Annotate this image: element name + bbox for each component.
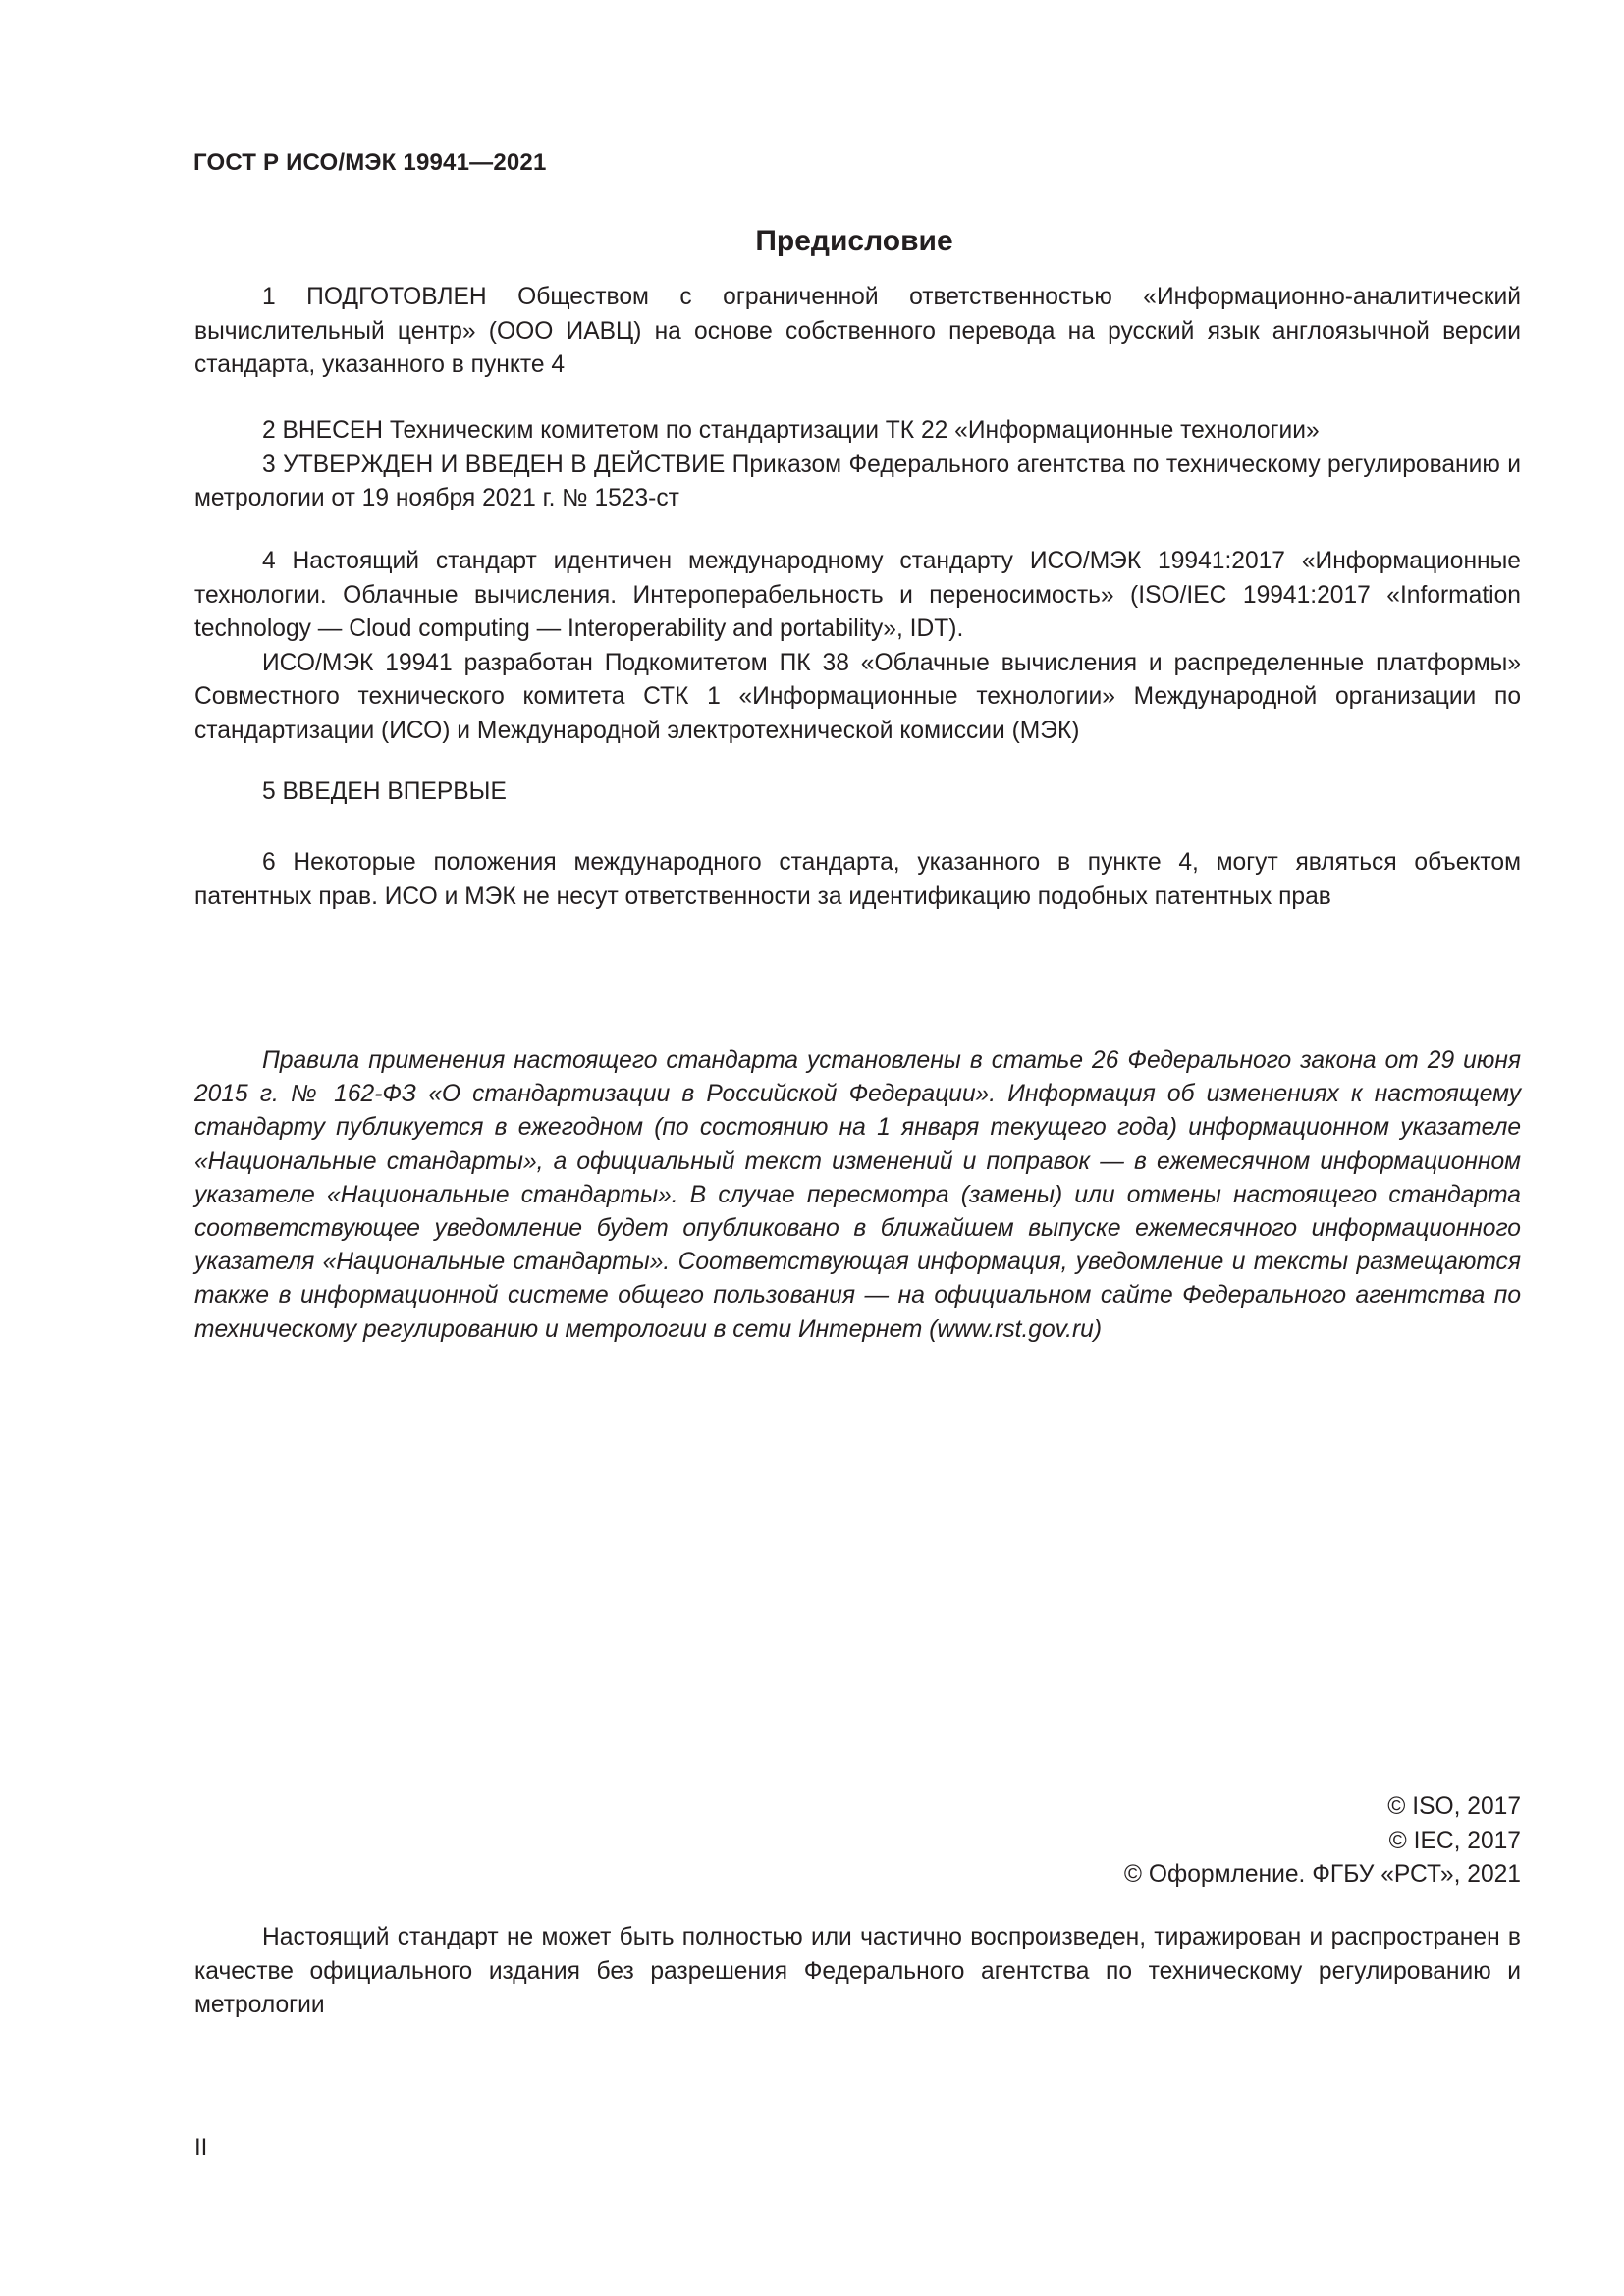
paragraph-patent-rights: 6 Некоторые положения международного стандарта, указанного в пункте 4, могут являться объектом патентных прав. ИСО и МЭК не несут ответственности за идентификацию подобных патентных прав [194,849,1521,910]
paragraph-identical-standard: 4 Настоящий стандарт идентичен международному стандарту ИСО/МЭК 19941:2017 «Информационные технологии. Облачные вычисления. Интероперабельность и переносимость» (ISO/IEC 19941:2017 «Information technology — Cloud computing — Interoperability and portability», IDT). [194,548,1521,642]
paragraph-prepared-by: 1 ПОДГОТОВЛЕН Обществом с ограниченной ответственностью «Информационно-аналитический вычислительный центр» (ООО ИАВЦ) на основе собственного перевода на русский язык англоязычной версии стандарта, указанного в пункте 4 [194,284,1521,378]
foreword-section-2-3 [194,414,1521,516]
application-rules-note: Правила применения настоящего стандарта установлены в статье 26 Федерального закона от 29 июня 2015 г. № 162-ФЗ «О стандартизации в Российской Федерации». Информация об изменениях к настоящему стандарту публикуется в ежегодном (по состоянию на 1 января текущего года) информационном указателе «Национальные стандарты», а официальный текст изменений и поправок — в ежемесячном информационном указателе «Национальные стандарты». В случае пересмотра (замены) или отмены настоящего стандарта соответствующее уведомление будет опубликовано в ближайшем выпуске ежемесячного информационного указателя «Национальные стандарты». Соответствующая информация, уведомление и тексты размещаются также в информационной системе общего пользования — на официальном сайте Федерального агентства по техническому регулированию и метрологии в сети Интернет (www.rst.gov.ru) [194,1047,1521,1343]
page-number: II [194,2134,208,2161]
copyright-iec: © IEC, 2017 [1388,1827,1521,1854]
copyright-rst: © Оформление. ФГБУ «РСТ», 2021 [1123,1861,1521,1888]
copyright-block [1124,1790,1521,1893]
paragraph-first-introduced: 5 ВВЕДЕН ВПЕРВЫЕ [262,778,507,805]
foreword-section-1 [194,281,1521,383]
reproduction-notice: Настоящий стандарт не может быть полностью или частично воспроизведен, тиражирован и распространен в качестве официального издания без разрешения Федерального агентства по техническому регулированию и метрологии [194,1924,1521,2018]
paragraph-submitted-by: 2 ВНЕСЕН Техническим комитетом по стандартизации ТК 22 «Информационные технологии» [262,417,1320,444]
document-code: ГОСТ Р ИСО/МЭК 19941—2021 [193,149,547,176]
copyright-iso: © ISO, 2017 [1387,1793,1521,1820]
foreword-section-4 [194,545,1521,748]
paragraph-approved: 3 УТВЕРЖДЕН И ВВЕДЕН В ДЕЙСТВИЕ Приказом Федерального агентства по техническому регулированию и метрологии от 19 ноября 2021 г. № 1523-ст [194,451,1521,511]
foreword-section-5 [194,775,1521,810]
paragraph-developed-by: ИСО/МЭК 19941 разработан Подкомитетом ПК 38 «Облачные вычисления и распределенные платформы» Совместного технического комитета СТК 1 «Информационные технологии» Международной организации по стандартизации (ИСО) и Международной электротехнической комиссии (МЭК) [194,649,1521,744]
foreword-section-6 [194,846,1521,914]
page-title: Предисловие [755,225,953,257]
